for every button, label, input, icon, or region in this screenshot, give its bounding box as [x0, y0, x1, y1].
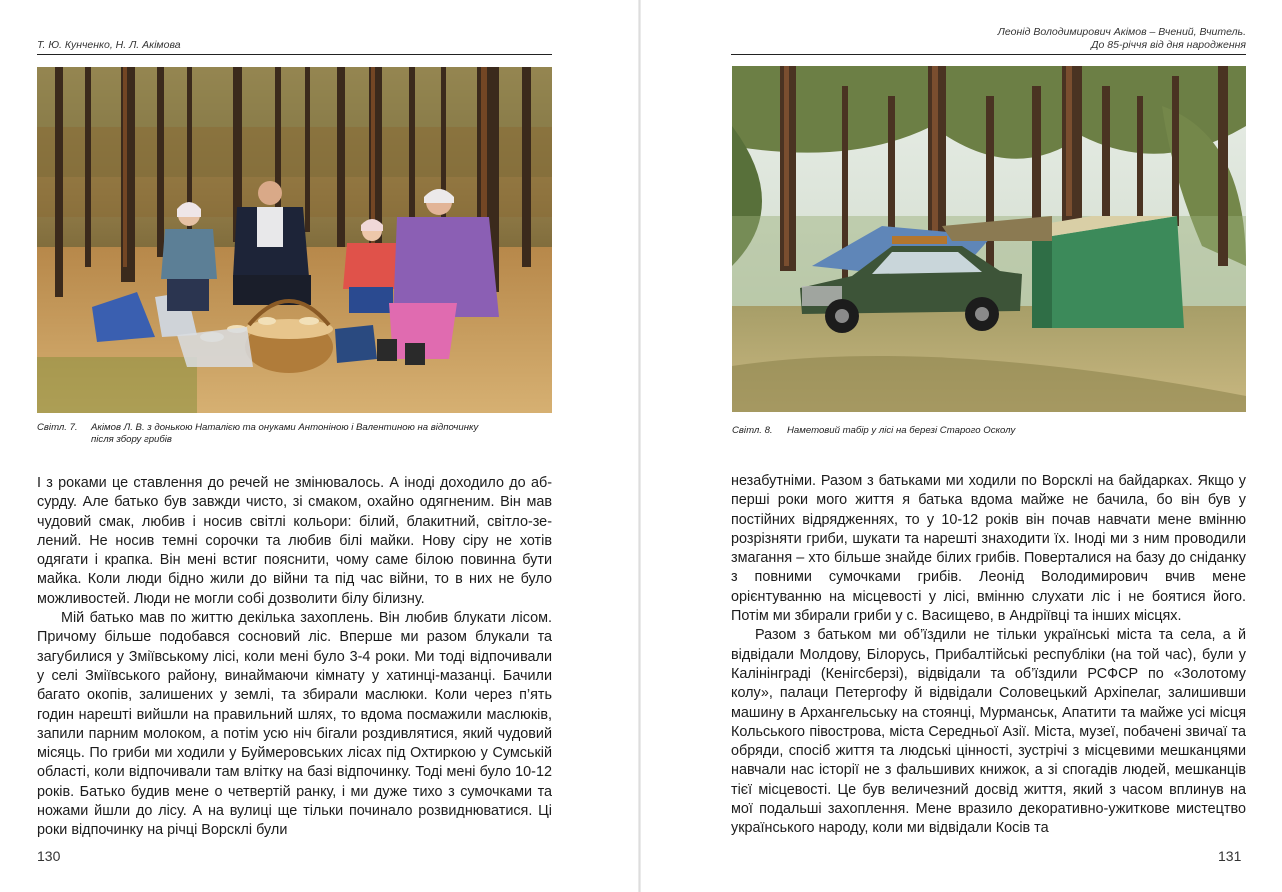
page-number-left: 130: [37, 848, 61, 864]
paragraph: Разом з батьком ми об’їздили не тільки українські міста та села, а й відвідали Молдову, Білорусь, Прибалтійські республіки (на той час), були у Калінінграді (Кенігсберзі), відвідали та об’їздили РСФСР по «Золотому колу», палаци Петергофу й відвідали Соловецький Архіпелаг, залишивши машину в Архангельську на стоянці, Мурманськ, Апатити та майже усі місця Кольського півострова, міста Середньої Азії. Міста, музеї, побачені звичаї та обряди, спосіб життя та людські цінності, зустрічі з місцевими мешканцями навчали нас історії не з фальшивих книжок, а зі спогадів людей, мешканців тієї місцевості. Це був величезний досвід життя, який з часом вплинув на мої подальші захоплення. Мене вразило декоративно-ужиткове мистецтво українського народу, коли ми відвідали Косів та: [731, 627, 1246, 837]
running-head-right-line2: До 85-річчя від дня народження: [1091, 39, 1246, 51]
photo-caption-7: [37, 422, 552, 445]
caption-text-cont: після збору грибів: [91, 433, 172, 445]
paragraph: І з роками це ставлення до речей не змінювалось. А іноді доходило до абсурду. Але батько був завжди чисто, зі смаком, охайно одягненим. Він мав чудовий смак, любив і носив світлі кольори: білий, блакитний, світло-зелений. Не носив темні сорочки та любив білі майки. Нову сіру не хотів одягати і крапка. Він мені встиг пояснити, чому саме білою повинна бути майка. Коли люди бідно жили до війни та під час війни, то в них не було можливостей. Люди не могли собі дозволити білу білизну.: [37, 475, 552, 607]
caption-text: Акімов Л. В. з донькою Наталією та онуками Антоніною і Валентиною на відпочинку: [91, 422, 479, 433]
header-rule: [37, 54, 552, 55]
running-head-right-line1: Леонід Володимирович Акімов – Вчений, Вчитель.: [997, 26, 1246, 38]
caption-number: Світл. 7.: [37, 422, 78, 433]
body-text-left: [37, 474, 552, 841]
photo-family-picnic: [37, 67, 552, 413]
photo-caption-8: [732, 425, 1246, 437]
paragraph: незабутніми. Разом з батьками ми ходили по Ворсклі на байдарках. Якщо у перші роки мого життя я батька вдома майже не бачила, бо він був у постійних відрядженнях, то у 10-12 років він почав навчати мене вмінню розрізняти гриби, шукати та нарешті знаходити їх. Іноді ми з ним проводили змагання – хто більше знайде білих грибів. Поверталися на базу до сніданку з повними сумочками грибів. Леонід Володимирович вчив мене орієнтуванню на місцевості у лісі, вмінню слухати ліс і не боятися його. Потім ми збирали гриби у с. Васищево, в Андріївці та інших місцях.: [731, 473, 1246, 625]
body-text-right: [731, 472, 1246, 839]
page-number-right: 131: [1218, 848, 1242, 864]
left-page: [0, 0, 640, 892]
photo-tent-camp: [732, 66, 1246, 412]
paragraph: Мій батько мав по життю декілька захоплень. Він любив блукати лісом. Причому більше подобався сосновий ліс. Вперше ми разом блукали та загубилися у Зміївському лісі, коли мені було 3-4 роки. Ми тоді відпочивали у селі Зміївського району, винаймаючи кімнату у хатинці-мазанці. Бачили багато окопів, залишених у землі, та збирали маслюки. Коли через п’ять годин нарешті вийшли на правильний шлях, то вдома посмажили маслюків, запили парним молоком, а потім усю ніч бігали роздивлятися, який чудовий місяць. По гриби ми ходили у Буймеровських лісах під Охтиркою у Сумській області, коли відпочивали там влітку на базі відпочинку. Тоді мені було 10-12 років. Батько будив мене о четвертій ранку, і ми дуже тихо з сумочками та ножами йшли до лісу. А на вулиці ще тільки починало розвиднюватися. Ці роки відпочинку на річці Ворсклі були: [37, 610, 552, 839]
right-page: [641, 0, 1282, 892]
caption-number: Світл. 8.: [732, 425, 773, 436]
running-head-left: Т. Ю. Кунченко, Н. Л. Акімова: [37, 39, 181, 51]
header-rule: [731, 54, 1246, 55]
caption-text: Наметовий табір у лісі на березі Старого Осколу: [787, 425, 1016, 436]
